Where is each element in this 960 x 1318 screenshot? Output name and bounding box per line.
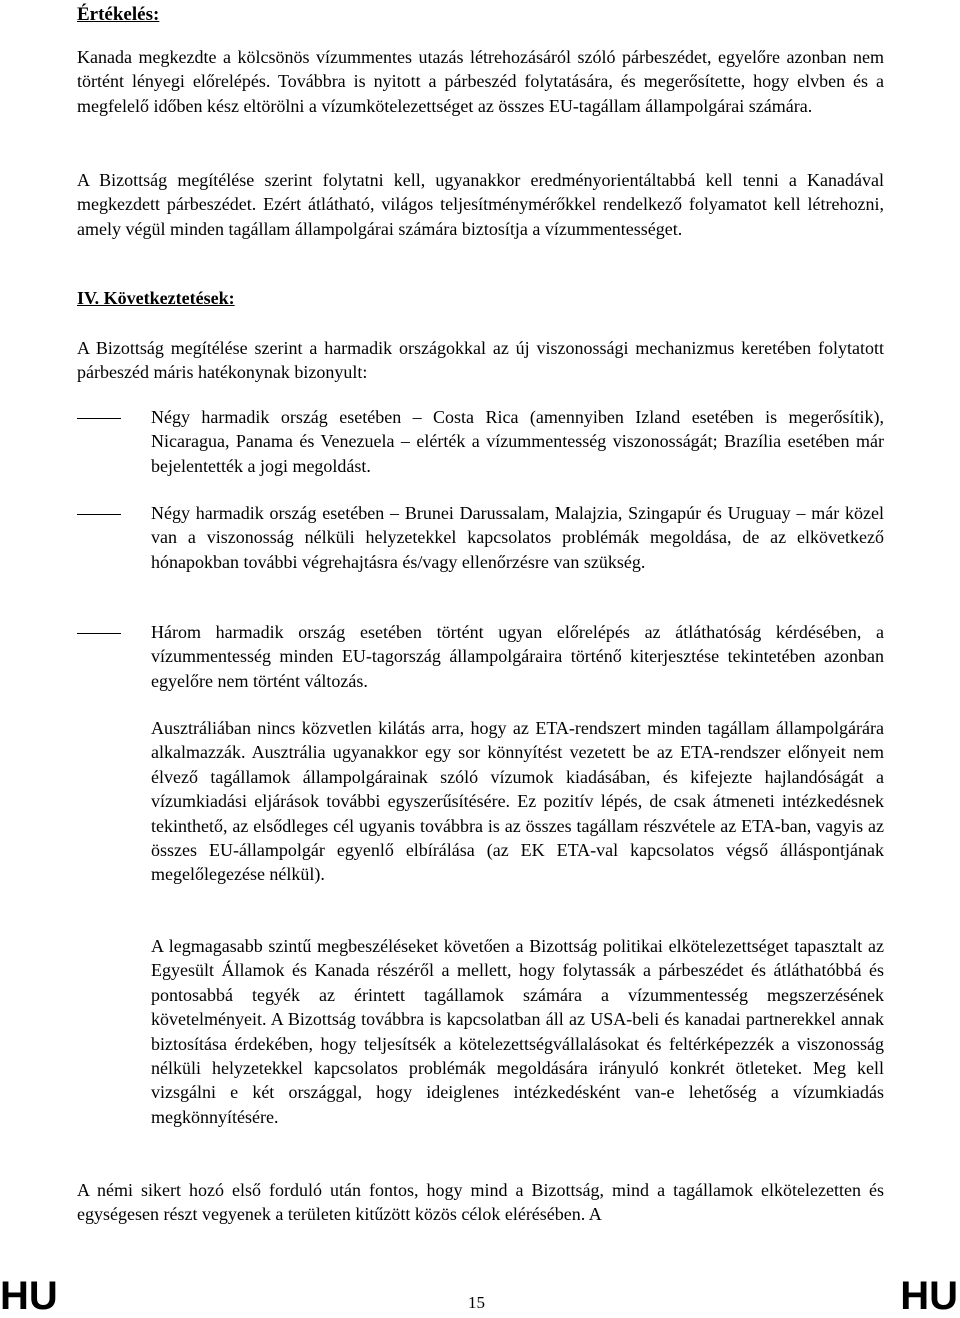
bullet-dash-icon [77,514,121,515]
paragraph-us-canada: A legmagasabb szintű megbeszéléseket követően a Bizottság politikai elkötelezettséget tapasztalt az Egyesült Államok és Kanada részéről a mellett, hogy folytassák a párbeszédet és átláthatóbbá és pontosabbá tegyék az érintett tagállamok számára a vízummentesség megszerzésének követelményeit. A Bizottság továbbra is kapcsolatban áll az USA-beli és kanadai partnerekkel annak biztosítása érdekében, hogy teljesítsék a kötelezettségvállalásokat és feltérképezzék a viszonosság nélküli helyzetekkel kapcsolatos problémák megoldására irányuló konkrét ötleteket. Meg kell vizsgálni e két országgal, hogy ideiglenes intézkedésként van-e lehetőség a vízumkiadás megkönnyítésére. [151,936,884,1127]
bullet-dash-icon [77,418,121,419]
bullet-dash-icon [77,633,121,634]
page-number: 15 [468,1293,485,1312]
bullet-item-three-countries: Három harmadik ország esetében történt ugyan előrelépés az átláthatóság kérdésében, a vízummentesség minden EU-tagország állampolgáraira történő kiterjesztése tekintetében azonban egyelőre nem történt változás. [151,622,884,691]
footer-language-code-right: HU [900,1274,958,1318]
paragraph-conclusion-intro: A Bizottság megítélése szerint a harmadik országokkal az új viszonossági mechanizmus keretében folytatott párbeszéd máris hatékonynak bizonyult: [77,338,884,383]
evaluation-heading: Értékelés: [77,4,160,25]
paragraph-australia: Ausztráliában nincs közvetlen kilátás arra, hogy az ETA-rendszert minden tagállam állampolgárára alkalmazzák. Ausztrália ugyanakkor egy sor könnyítést vezetett be az ETA-rendszer előnyeit nem élvező tagállamok állampolgárainak szóló vízumok kiadásában, és kifejezte hajlandóságát a vízumkiadási eljárások további egyszerűsítésére. Ez pozitív lépés, de csak átmeneti intézkedésnek tekinthető, az elsődleges cél ugyanis továbbra is az összes tagállam részvétele az ETA-ban, vagyis az összes EU-állampolgár egyenlő elbírálása (az EK ETA-val kapcsolatos végső álláspontjának megelőlegezése nélkül). [151,718,884,885]
paragraph-final: A némi sikert hozó első forduló után fontos, hogy mind a Bizottság, mind a tagállamok elkötelezetten és egységesen részt vegyenek a területen kitűzött közös célok elérésében. A [77,1180,884,1225]
paragraph-commission-assessment: A Bizottság megítélése szerint folytatni kell, ugyanakkor eredményorientáltabbá kell tenni a Kanadával megkezdett párbeszédet. Ezért átlátható, világos teljesítménymérőkkel rendelkező folyamatot kell létrehozni, amely végül minden tagállam állampolgárai számára biztosítja a vízummentességet. [77,170,884,239]
bullet-item-four-countries-pending: Négy harmadik ország esetében – Brunei Darussalam, Malajzia, Szingapúr és Uruguay – már közel van a viszonosság nélküli helyzetekkel kapcsolatos problémák megoldása, de az elkövetkező hónapokban további végrehajtásra és/vagy ellenőrzésre van szükség. [151,503,884,572]
section-title-conclusions: IV. Következtetések: [77,288,235,308]
bullet-item-four-countries-reciprocity: Négy harmadik ország esetében – Costa Rica (amennyiben Izland esetében is megerősítik), Nicaragua, Panama és Venezuela – elérték a vízummentesség viszonosságát; Brazília esetében már bejelentették a jogi megoldást. [151,407,884,476]
paragraph-canada-dialogue: Kanada megkezdte a kölcsönös vízummentes utazás létrehozásáról szóló párbeszédet, egyelőre azonban nem történt lényegi előrelépés. Továbbra is nyitott a párbeszéd folytatására, és megerősítette, hogy elvben és a megfelelő időben kész eltörölni a vízumkötelezettséget az összes EU-tagállam állampolgárai számára. [77,47,884,116]
footer-language-code-left: HU [0,1274,58,1318]
